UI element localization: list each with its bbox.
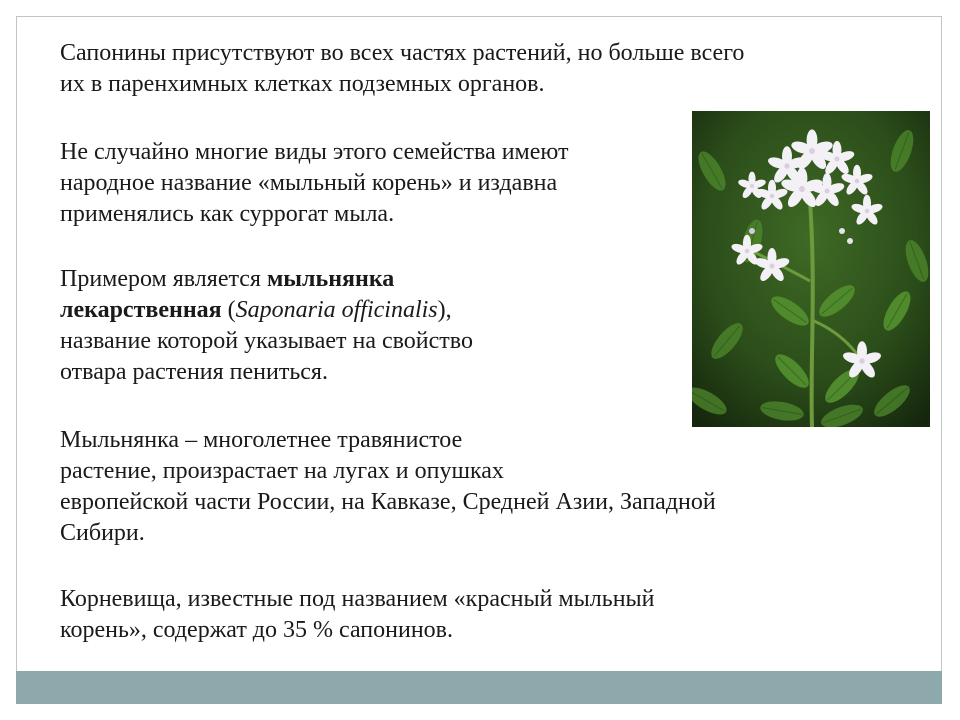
text-line: применялись как суррогат мыла. [60, 201, 395, 227]
saponaria-photo [692, 111, 930, 427]
text-fragment: Примером является [60, 266, 267, 292]
text-line: корень», содержат до 35 % сапонинов. [60, 617, 453, 643]
text-line: Сапонины присутствуют во всех частях растений, но больше всего [60, 40, 745, 66]
text-line [60, 264, 473, 295]
footer-bar [16, 671, 942, 704]
text-line [60, 295, 473, 326]
text-line: Не случайно многие виды этого семейства имеют [60, 139, 569, 165]
plant-illustration [692, 111, 930, 427]
text-line: отвара растения пениться. [60, 359, 328, 385]
text-line: Корневища, известные под названием «красный мыльный [60, 586, 655, 612]
paragraph-saponaria-example [60, 264, 473, 388]
paragraph-rhizomes [60, 584, 655, 646]
text-fragment: ), [437, 297, 452, 323]
latin-name: Saponaria officinalis [235, 297, 438, 323]
paragraph-soap-root [60, 137, 569, 230]
text-line: европейской части России, на Кавказе, Средней Азии, Западной [60, 489, 716, 515]
text-fragment: ( [221, 297, 236, 323]
bold-term: мыльнянка [266, 266, 395, 292]
bold-term: лекарственная [60, 297, 222, 323]
text-line: название которой указывает на свойство [60, 328, 473, 354]
text-line: Сибири. [60, 520, 145, 546]
text-line: их в паренхимных клетках подземных органов. [60, 71, 545, 97]
text-line: Мыльнянка – многолетнее травянистое [60, 427, 463, 453]
text-line: народное название «мыльный корень» и издавна [60, 170, 558, 196]
paragraph-habitat [60, 425, 716, 549]
text-line: растение, произрастает на лугах и опушках [60, 458, 504, 484]
paragraph-saponins-location [60, 38, 744, 100]
